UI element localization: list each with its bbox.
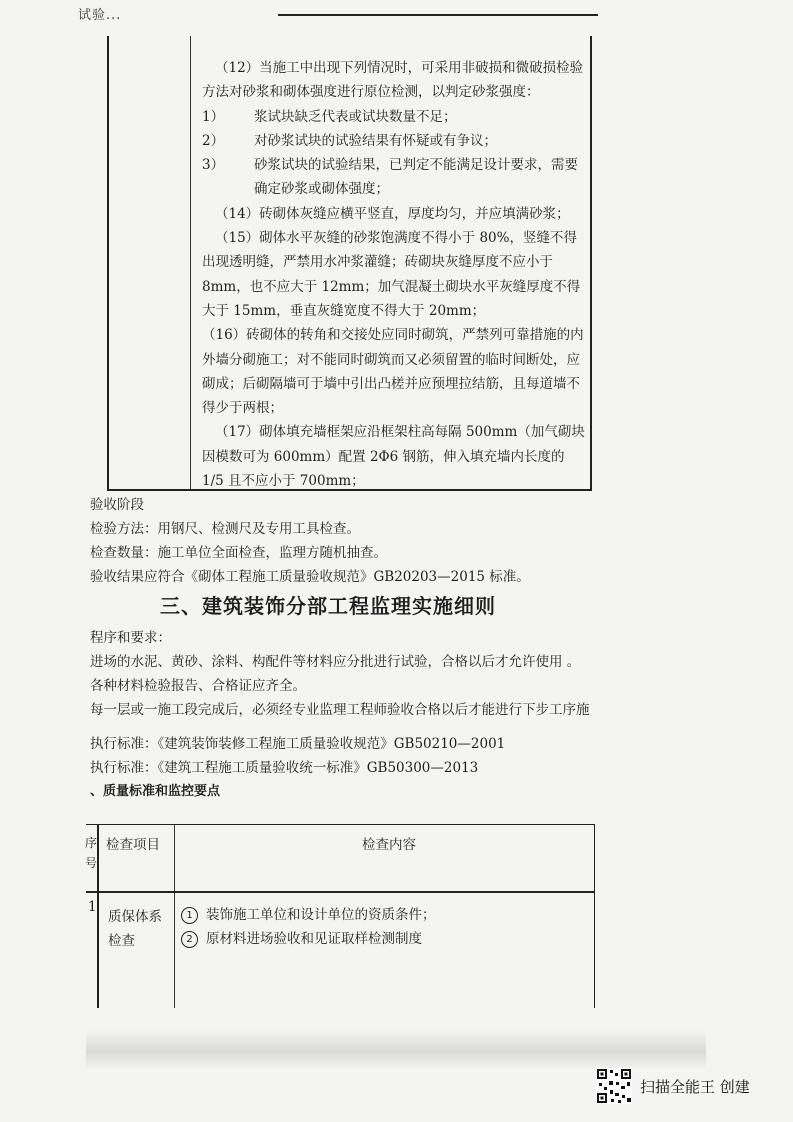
list-number: 3） (202, 157, 225, 174)
header-rule (278, 14, 598, 16)
content-text: 装饰施工单位和设计单位的资质条件； (206, 907, 436, 923)
requirements-line-2: 各种材料检验报告、合格证应齐全。 (90, 678, 306, 694)
acceptance-quantity: 检查数量：施工单位全面检查，监理方随机抽查。 (90, 545, 387, 561)
clause-cell (202, 56, 590, 493)
clause-12-item (202, 153, 590, 202)
requirements-line-1: 进场的水泥、黄砂、涂料、构配件等材料应分批进行试验，合格以后才允许使用 。 (90, 654, 581, 670)
acceptance-result: 验收结果应符合《砌体工程施工质量验收规范》GB20203—2015 标准。 (90, 569, 530, 585)
quality-heading: 、质量标准和监控要点 (90, 784, 221, 799)
scan-shadow (86, 1030, 706, 1070)
requirements-section (90, 626, 610, 804)
row-seq: 1 (88, 899, 97, 915)
content-line (181, 903, 581, 927)
header-fragment: 试验... (78, 8, 122, 23)
header-content: 检查内容 (362, 837, 416, 853)
header-seq: 序号 (84, 836, 97, 870)
requirements-line-3: 每一层或一施工段完成后，必须经专业监理工程师验收合格以后才能进行下步工序施 (90, 702, 590, 718)
standard-2: 执行标准：《建筑工程施工质量验收统一标准》GB50300—2013 (90, 760, 479, 776)
table-border-right (590, 36, 592, 490)
clause-17: （17）砌体填充墙框架应沿框架柱高每隔 500mm（加气砌块因模数可为 600mm）配置 2Φ6 钢筋，伸入填充墙内长度的 1/5 且不应小于 700mm； (202, 424, 585, 490)
content-line (181, 927, 581, 951)
standard-1: 执行标准：《建筑装饰装修工程施工质量验收规范》GB50210—2001 (90, 736, 506, 752)
scanner-watermark (596, 1068, 750, 1104)
acceptance-section (90, 493, 610, 589)
table-border-divider (190, 36, 191, 490)
header-item: 检查项目 (106, 837, 160, 853)
acceptance-heading: 验收阶段 (90, 497, 144, 513)
qr-code-icon (596, 1068, 632, 1104)
row-item: 质保体系检查 (108, 909, 162, 949)
table-row-divider (86, 891, 594, 893)
table-column-divider (174, 825, 175, 1008)
clause-14: （14）砖砌体灰缝应横平竖直，厚度均匀，并应填满砂浆； (215, 205, 570, 222)
list-number: 1） (202, 108, 225, 125)
list-number: 2） (202, 132, 225, 149)
chapter-title: 三、建筑装饰分部工程监理实施细则 (160, 594, 496, 618)
clause-16: （16）砖砌体的转角和交接处应同时砌筑，严禁列可靠措施的内外墙分砌施工；对不能同时砌筑而又必须留置的临时间断处，应砌成；后砌隔墙可于墙中引出凸槎并应预埋拉结筋，且每道墙不得少于两根； (202, 327, 584, 417)
check-table (86, 824, 595, 1008)
clause-12-intro: （12）当施工中出现下列情况时，可采用非破损和微破损检验方法对砂浆和砌体强度进行原位检测，以判定砂浆强度： (202, 60, 584, 101)
row-content (181, 903, 581, 951)
list-text: 对砂浆试块的试验结果有怀疑或有争议； (254, 132, 497, 149)
table-column-divider (97, 825, 99, 1008)
watermark-text: 扫描全能王 创建 (640, 1077, 750, 1096)
clause-15: （15）砌体水平灰缝的砂浆饱满度不得小于 80%，竖缝不得出现透明缝，严禁用水冲浆灌缝；砖砌块灰缝厚度不应小于 8mm，也不应大于 12mm；加气混凝土砌块水平灰缝厚度不得大于 15mm，垂直灰缝宽度不得大于 20mm； (202, 230, 581, 319)
circled-number: 1 (181, 907, 198, 924)
content-text: 原材料进场验收和见证取样检测制度 (206, 931, 422, 947)
list-text: 浆试块缺乏代表或试块数量不足； (254, 108, 457, 125)
acceptance-method: 检验方法：用钢尺、检测尺及专用工具检查。 (90, 521, 360, 537)
requirements-heading: 程序和要求： (90, 630, 171, 646)
circled-number: 2 (181, 931, 198, 948)
clause-12-item (202, 129, 590, 153)
clause-12-item (202, 105, 590, 129)
table-border-left (107, 36, 109, 490)
list-text: 砂浆试块的试验结果，已判定不能满足设计要求，需要确定砂浆或砌体强度； (254, 157, 578, 198)
